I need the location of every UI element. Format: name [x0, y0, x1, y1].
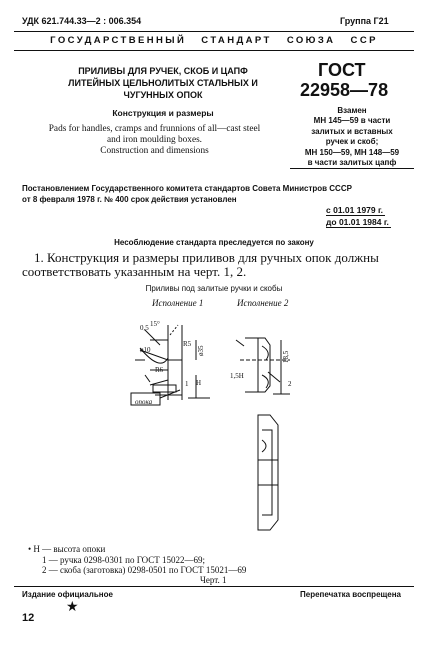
dim-label-d10: ø10: [140, 346, 151, 354]
note-line: 2 — скоба (заготовка) 0298-0501 по ГОСТ 15021—69: [42, 565, 247, 575]
gost-label: ГОСТ: [318, 60, 366, 80]
replaces-line: залитых и вставных: [311, 126, 393, 136]
standard-banner: ГОСУДАРСТВЕННЫЙ СТАНДАРТ СОЮЗА ССР: [50, 35, 378, 46]
opoka-label: опока: [135, 398, 153, 406]
page-number: 12: [22, 612, 35, 624]
udk-code: УДК 621.744.33—2 : 006.354: [22, 16, 142, 26]
replaces-line: МН 150—59, МН 148—59: [304, 147, 400, 157]
title-en-line: and iron moulding boxes.: [106, 135, 203, 145]
decree-from: с 01.01 1979 г.: [326, 205, 384, 215]
callout-2: 2: [288, 380, 292, 388]
variant-2-label: Исполнение 2: [237, 298, 289, 308]
group-code: Группа Г21: [340, 16, 389, 26]
variant-1-drawing: [131, 325, 210, 405]
note-line: 1 — ручка 0298-0301 по ГОСТ 15022—69;: [42, 554, 206, 565]
variant-1-label: Исполнение 1: [152, 298, 204, 308]
title-en-line: Pads for handles, cramps and frunnions of all—cast steel: [48, 124, 261, 134]
figure-caption: Приливы под залитые ручки и скобы: [145, 284, 283, 293]
dim-label-185: 18,5: [282, 350, 290, 363]
dim-label-r6: R6: [155, 366, 164, 374]
callout-1: 1: [185, 380, 189, 388]
figure-number: Черт. 1: [200, 575, 227, 585]
dim-label-d35: ø35: [197, 345, 205, 356]
decree-to: до 01.01 1984 г.: [326, 217, 389, 227]
dim-label-h: H: [196, 379, 202, 387]
dim-label-r5: R5: [183, 340, 192, 348]
title-line: ЛИТЕЙНЫХ ЦЕЛЬНОЛИТЫХ СТАЛЬНЫХ И: [68, 78, 258, 88]
replaces-line: Взамен: [337, 106, 367, 115]
replaces-line: ручек и скоб;: [325, 137, 379, 147]
footer-rule: [14, 586, 414, 587]
star-icon: ★: [66, 598, 79, 614]
decree-line: от 8 февраля 1978 г. № 400 срок действия установлен: [22, 195, 237, 204]
dim-label-15h: 1,5H: [230, 372, 244, 380]
title-line: ЧУГУННЫХ ОПОК: [123, 90, 203, 100]
title-en-line: Construction and dimensions: [100, 146, 209, 156]
title-line: ПРИЛИВЫ ДЛЯ РУЧЕК, СКОБ И ЦАПФ: [78, 66, 248, 76]
replaces-line: МН 145—59 в части: [313, 116, 391, 126]
paragraph-line: 1. Конструкция и размеры приливов для ручных опок должны: [34, 250, 379, 265]
dim-label-05: 0,5: [140, 324, 149, 332]
paragraph-line: соответствовать указанным на черт. 1, 2.: [22, 264, 247, 279]
title-subtitle: Конструкция и размеры: [112, 108, 214, 118]
decree-line: Постановлением Государственного комитета стандартов Совета Министров СССР: [22, 184, 352, 193]
dim-label-angle: 15°: [150, 320, 160, 328]
law-notice: Несоблюдение стандарта преследуется по закону: [114, 238, 314, 247]
notes: [28, 544, 246, 576]
note-line: • H — высота опоки: [28, 544, 106, 554]
reprint-notice: Перепечатка воспрещена: [300, 590, 401, 599]
variant-2-drawing: [236, 338, 290, 530]
gost-number: 22958—78: [300, 80, 389, 100]
replaces-line: в части залитых цапф: [290, 158, 414, 169]
official-edition: Издание официальное: [22, 590, 113, 599]
